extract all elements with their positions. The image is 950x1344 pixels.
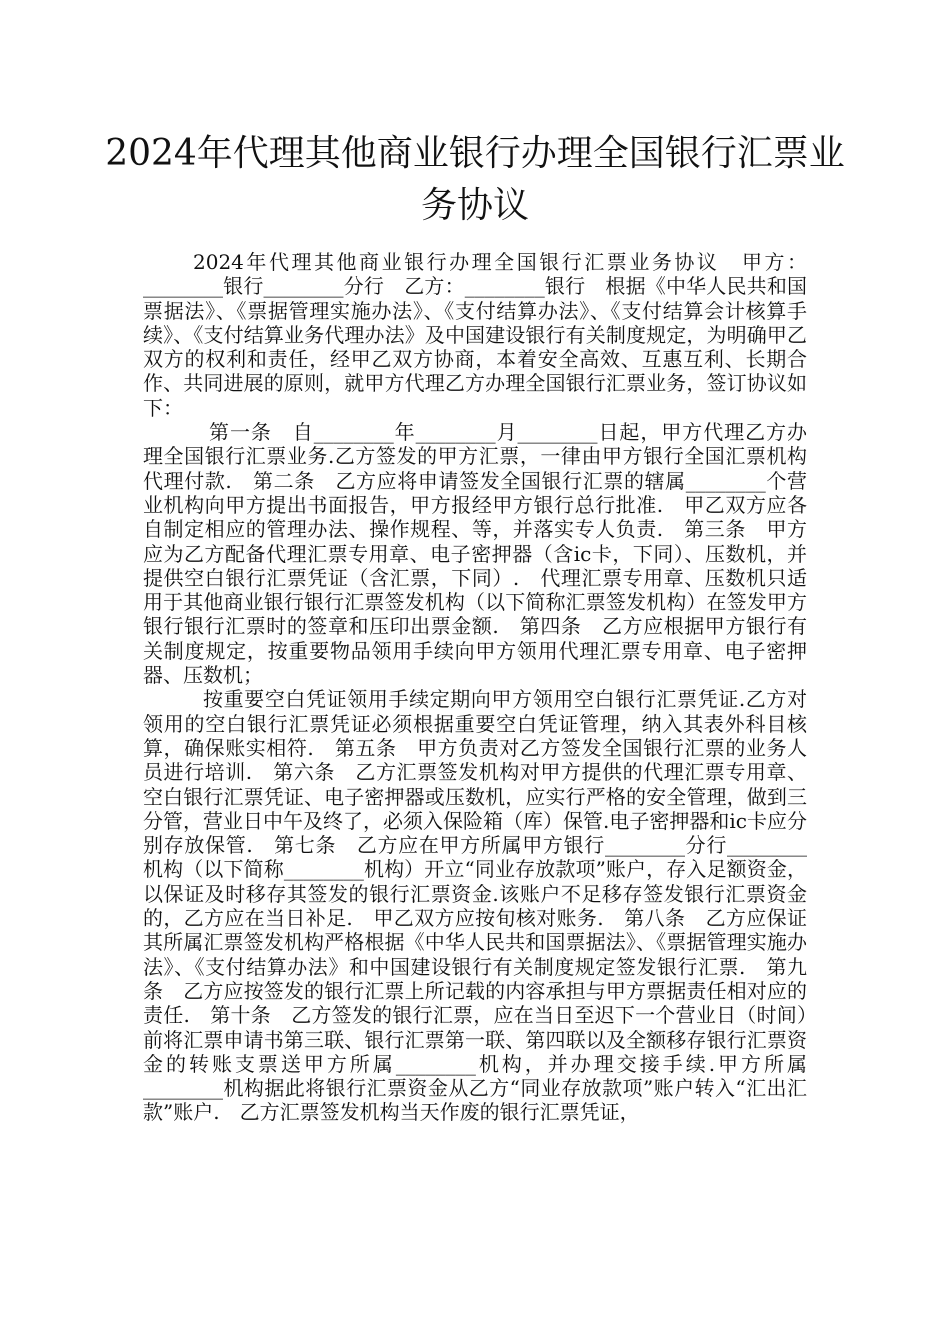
paragraph-intro: 2024年代理其他商业银行办理全国银行汇票业务协议 甲方：________银行________分行 乙方：________银行 根据《中华人民共和国票据法》、《票据管理实施办法》、《支付结算办法》、《支付结算会计核算手续》、《支付结算业务代理办法》及中国建设银行有关制度规定，为明确甲乙双方的权利和责任，经甲乙双方协商，本着安全高效、互惠互利、长期合作、共同进展的原则，就甲方代理乙方办理全国银行汇票业务，签订协议如下： — [143, 250, 807, 420]
paragraph-articles-4-10: 按重要空白凭证领用手续定期向甲方领用空白银行汇票凭证.乙方对领用的空白银行汇票凭证必须根据重要空白凭证管理，纳入其表外科目核算，确保账实相符. 第五条 甲方负责对乙方签发全国银行汇票的业务人员进行培训. 第六条 乙方汇票签发机构对甲方提供的代理汇票专用章、空白银行汇票凭证、电子密押器或压数机，应实行严格的安全管理，做到三分管，营业日中午及终了，必须入保险箱（库）保管.电子密押器和ic卡应分别存放保管. 第七条 乙方应在甲方所属甲方银行________分行________机构（以下简称________机构）开立“同业存放款项”账户，存入足额资金，以保证及时移存其签发的银行汇票资金.该账户不足移存签发银行汇票资金的，乙方应在当日补足. 甲乙双方应按旬核对账务. 第八条 乙方应保证其所属汇票签发机构严格根据《中华人民共和国票据法》、《票据管理实施办法》、《支付结算办法》和中国建设银行有关制度规定签发银行汇票. 第九条 乙方应按签发的银行汇票上所记载的内容承担与甲方票据责任相对应的责任. 第十条 乙方签发的银行汇票，应在当日至迟下一个营业日（时间）前将汇票申请书第三联、银行汇票第一联、第四联以及全额移存银行汇票资金的转账支票送甲方所属________机构，并办理交接手续.甲方所属________机构据此将银行汇票资金从乙方“同业存放款项”账户转入“汇出汇款”账户. 乙方汇票签发机构当天作废的银行汇票凭证， — [143, 687, 807, 1125]
paragraph-articles-1-4: 第一条 自________年________月________日起，甲方代理乙方办理全国银行汇票业务.乙方签发的甲方汇票，一律由甲方银行全国汇票机构代理付款. 第二条 乙方应将申请签发全国银行汇票的辖属________个营业机构向甲方提出书面报告，甲方报经甲方银行总行批准. 甲乙双方应各自制定相应的管理办法、操作规程、等，并落实专人负责. 第三条 甲方应为乙方配备代理汇票专用章、电子密押器（含ic卡，下同）、压数机，并提供空白银行汇票凭证（含汇票，下同）. 代理汇票专用章、压数机只适用于其他商业银行银行汇票签发机构（以下简称汇票签发机构）在签发甲方银行银行汇票时的签章和压印出票金额. 第四条 乙方应根据甲方银行有关制度规定，按重要物品领用手续向甲方领用代理汇票专用章、电子密押器、压数机； — [143, 420, 807, 688]
document-body — [143, 250, 807, 1125]
document-title: 2024年代理其他商业银行办理全国银行汇票业务协议 — [105, 133, 845, 226]
